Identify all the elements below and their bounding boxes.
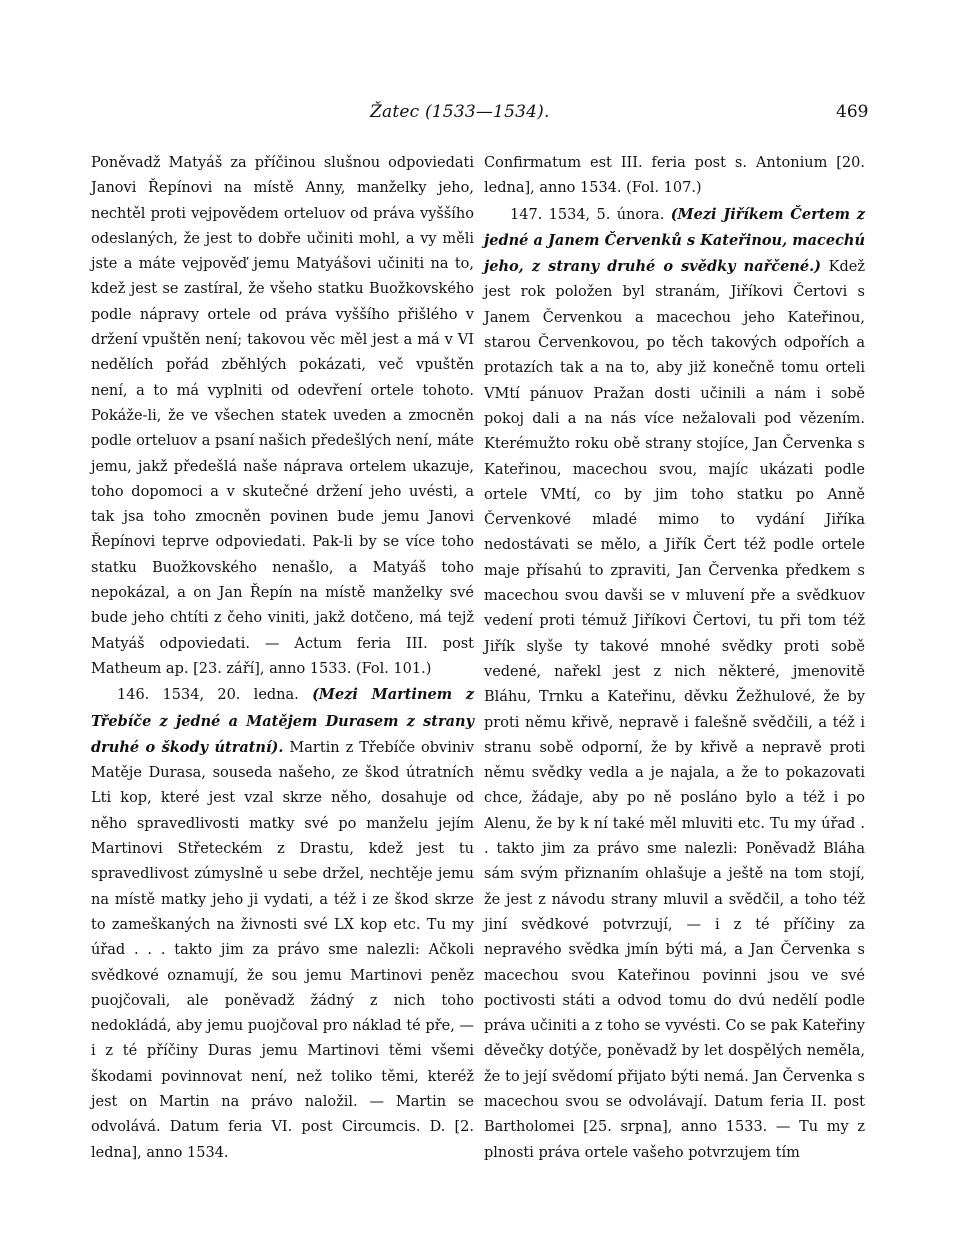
paragraph-ruling-145-continuation: Poněvadž Matyáš za příčinou slušnou odpoviedati Janovi Řepínovi na místě Anny, manželky jeho, nechtěl proti vejpovědem orteluov od práva vyššího odeslaných, že jest to dobře učiniti mohl, a vy měli jste a máte vejpověď jemu Matyášovi učiniti na to, kdež jest se zastíral, že všeho statku Buožkovského podle nápravy ortele od práva vyššího přišlého v držení vpuštěn není; takovou věc měl jest a má v VI nedělích pořád zběhlých pokázati, več vpuštěn není, a to má vyplniti od odevření ortele tohoto. Pokáže-li, že ve všechen statek uveden a zmocněn podle orteluov a psaní našich předešlých není, máte jemu, jakž předešlá naše náprava ortelem ukazuje, toho dopomoci a v skutečné držení jeho uvésti, a tak jsa toho zmocněn povinen bude jemu Janovi Řepínovi teprve odpoviedati. Pak-li by se více toho statku Buožkovského nenašlo, a Matyáš toho nepokázal, a on Jan Řepín na místě manželky své bude jeho chtíti z čeho viniti, jakž dotčeno, má tejž Matyáš odpoviedati. — Actum feria III. post Matheum ap. [23. září], anno 1533. (Fol. 101.) <box>91 155 474 677</box>
page-number: 469 <box>836 102 869 122</box>
entry-number: 147. 1534, 5. února. <box>510 206 665 223</box>
left-column <box>91 151 474 1166</box>
running-title: Žatec (1533—1534). <box>370 102 550 122</box>
entry-147 <box>484 202 865 1166</box>
entry-heading: (Mezi Jiříkem Čertem z jedné a Janem Červenků s Kateřinou, macechú jeho, z strany druhé o svědky nařčené.) <box>484 205 866 276</box>
entry-146 <box>91 682 474 1166</box>
running-head <box>0 102 960 132</box>
entry-body: Kdež jest rok položen byl stranám, Jiříkovi Čertovi s Janem Červenkou a macechou jeho Kateřinou, starou Červenkovou, po těch takových odpořích a protazích tak a na to, aby již konečně tomu orteli VMtí pánuov Pražan dosti učinili a nám i sobě pokoj dali a na nás více nežalovali pod vězením. Kterémužto roku obě strany stojíce, Jan Červenka s Kateřinou, macechou svou, majíc ukázati podle ortele VMtí, co by jim toho statku po Anně Červenkové mladé mimo to vydání Jiříka nedostávati se mělo, a Jiřík Čert též podle ortele maje přísahú to zpraviti, Jan Červenka předkem s macechou svou davši se v mluvení pře a svědkuov vedení proti témuž Jiříkovi Čertovi, tu při tom též Jiřík slyše ty takové mnohé svědky proti sobě vedené, nařekl jest z nich některé, jmenovitě Bláhu, Trnku a Kateřinu, děvku Žežhulové, že by proti němu křivě, nepravě i falešně svědčili, a též i stranu sobě odporní, že by křivě a nepravě proti němu svědky vedla a je najala, a že to pokazovati chce, žádaje, aby po ně posláno bylo a též i po Alenu, že by k ní také měl mluviti etc. Tu my úřad . . takto jim za právo sme nalezli: Poněvadž Bláha sám svým přiznaním ohlašuje a ještě na tom stojí, že jest z návodu strany mluvil a svědčil, a toho též jiní svědkové potvrzují, — i z té příčiny za nepravého svědka jmín býti má, a Jan Červenka s macechou svou Kateřinou povinni jsou ve své poctivosti státi a odvod tomu do dvú nedělí podle práva učiniti a z toho se vyvésti. Co se pak Kateřiny děvečky dotýče, poněvadž by let dospělých neměla, že to její svědomí přijato býti nemá. Jan Červenka s macechou svou se odvolávají. Datum feria II. post Bartholomei [25. srpna], anno 1533. — Tu my z plnosti práva ortele vašeho potvrzujem tím <box>484 259 865 1161</box>
entry-heading: (Mezi Martinem z Třebíče z jedné a Matějem Durasem z strany druhé o škody útratní). <box>91 686 475 756</box>
right-column <box>484 151 865 1166</box>
paragraph-confirmation: Confirmatum est III. feria post s. Antonium [20. ledna], anno 1534. (Fol. 107.) <box>484 155 865 197</box>
entry-body: Martin z Třebíče obviniv Matěje Durasa, souseda našeho, ze škod útratních Lti kop, které jest vzal skrze něho, dosahuje od něho spravedlivosti matky své po manželu jejím Martinovi Střeteckém z Drastu, kdež jest tu spravedlivost zúmyslně u sebe držel, nechtěje jemu na místě matky jeho ji vydati, a též i ze škod skrze to zameškaných na živnosti své LX kop etc. Tu my úřad . . . takto jim za právo sme nalezli: Ačkoli svědkové oznamují, že sou jemu Martinovi peněz puojčovali, ale poněvadž žádný z nich toho nedokládá, aby jemu puojčoval pro náklad té pře, — i z té příčiny Duras jemu Martinovi těmi všemi škodami povinnovat není, než toliko těmi, kteréž jest on Martin na právo naložil. — Martin se odvolává. Datum feria VI. post Circumcis. D. [2. ledna], anno 1534. <box>91 739 475 1161</box>
entry-number: 146. 1534, 20. ledna. <box>117 687 299 704</box>
